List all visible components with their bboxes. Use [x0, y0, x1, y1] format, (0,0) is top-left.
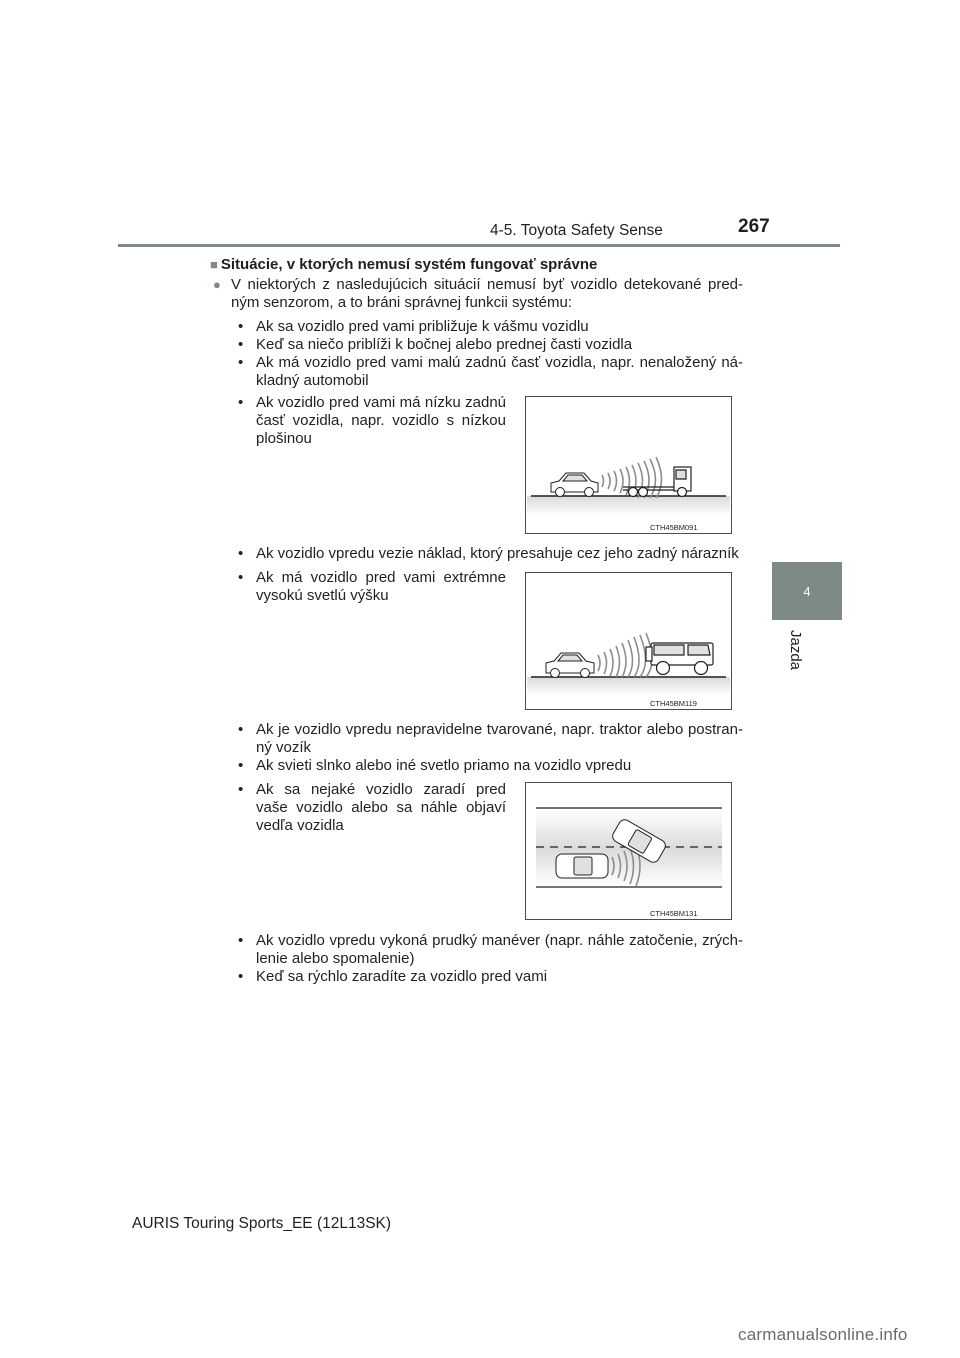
list-item: [238, 354, 743, 390]
list-item: [238, 932, 743, 968]
bullet-dot: •: [238, 336, 244, 353]
figure-1-caption-text: Ak vozidlo pred vami má nízku zadnú časť vozidla, napr. vozidlo s nízkou plošinou: [256, 394, 506, 447]
figure-1-code: CTH45BM091: [650, 523, 698, 532]
watermark: carmanualsonline.info: [738, 1325, 908, 1344]
bullet-dot: •: [238, 932, 244, 949]
list-item-text: Ak vozidlo vpredu vezie náklad, ktorý presahuje cez jeho zadný nárazník: [256, 545, 739, 562]
intro-text: V niektorých z nasledujúcich situácií nemusí byť vozidlo detekované pred-ným senzorom, a to bráni správnej funkcii systému:: [231, 276, 743, 311]
chapter-tab: [772, 562, 842, 620]
bullet-dot: •: [238, 318, 244, 335]
tow-truck-icon: [623, 467, 691, 497]
intro-marker: ●: [213, 277, 221, 292]
figure-3-caption: [238, 781, 506, 835]
heading-marker: ■: [210, 257, 218, 272]
chapter-number: 4: [803, 584, 811, 599]
list-item: [238, 721, 743, 757]
bullet-list-d: [238, 932, 743, 986]
car-icon: [551, 473, 598, 497]
bullet-dot: •: [238, 354, 244, 371]
bullet-list-b: [238, 545, 758, 563]
radar-waves-icon: [598, 633, 652, 677]
bullet-dot: •: [238, 781, 244, 798]
figure-3-illustration: [526, 783, 731, 919]
figure-3-code: CTH45BM131: [650, 909, 698, 918]
figure-1-tow-truck: [525, 396, 732, 534]
list-item: [238, 318, 743, 336]
list-item-text: Keď sa niečo priblíži k bočnej alebo prednej časti vozidla: [256, 336, 633, 353]
list-item: [238, 545, 758, 563]
figure-1-illustration: [526, 397, 731, 533]
figure-3-caption-text: Ak sa nejaké vozidlo zaradí pred vaše vozidlo alebo sa náhle objaví vedľa vozidla: [256, 781, 506, 834]
figure-2-caption: [238, 569, 506, 605]
list-item-text: Ak má vozidlo pred vami malú zadnú časť vozidla, napr. nenaložený ná-kladný automobil: [256, 354, 743, 389]
list-item: [238, 757, 743, 775]
list-item: [238, 336, 743, 354]
section-title: 4-5. Toyota Safety Sense: [490, 222, 663, 239]
figure-2-high-vehicle: [525, 572, 732, 710]
bullet-dot: •: [238, 394, 244, 411]
header-divider: [118, 244, 840, 247]
chapter-label: Jazda: [787, 630, 804, 671]
bullet-dot: •: [238, 757, 244, 774]
figure-1-caption: [238, 394, 506, 448]
bullet-dot: •: [238, 721, 244, 738]
figure-2-illustration: [526, 573, 731, 709]
section-heading: [210, 256, 770, 274]
list-item-text: Ak vozidlo vpredu vykoná prudký manéver (napr. náhle zatočenie, zrých-lenie alebo spomalenie): [256, 932, 743, 967]
list-item-text: Keď sa rýchlo zaradíte za vozidlo pred vami: [256, 968, 548, 985]
suv-icon: [646, 643, 713, 675]
figure-3-cut-in-vehicle: [525, 782, 732, 920]
bullet-dot: •: [238, 569, 244, 586]
list-item-text: Ak sa vozidlo pred vami približuje k vášmu vozidlu: [256, 318, 589, 335]
figure-2-caption-text: Ak má vozidlo pred vami extrémne vysokú svetlú výšku: [256, 569, 506, 604]
car-top-view-icon: [556, 854, 608, 878]
car-icon: [546, 653, 594, 678]
bullet-list-a: [238, 318, 743, 390]
bullet-dot: •: [238, 545, 244, 562]
list-item: [238, 968, 743, 986]
page-number: 267: [738, 216, 770, 237]
footer-model: AURIS Touring Sports_EE (12L13SK): [132, 1215, 392, 1232]
heading-text: Situácie, v ktorých nemusí systém fungovať správne: [220, 256, 598, 273]
bullet-list-c: [238, 721, 743, 775]
bullet-dot: •: [238, 968, 244, 985]
list-item-text: Ak je vozidlo vpredu nepravidelne tvarované, napr. traktor alebo postran-ný vozík: [256, 721, 743, 756]
figure-2-code: CTH45BM119: [650, 699, 697, 708]
intro-paragraph: [213, 276, 743, 312]
list-item-text: Ak svieti slnko alebo iné svetlo priamo na vozidlo vpredu: [256, 757, 632, 774]
